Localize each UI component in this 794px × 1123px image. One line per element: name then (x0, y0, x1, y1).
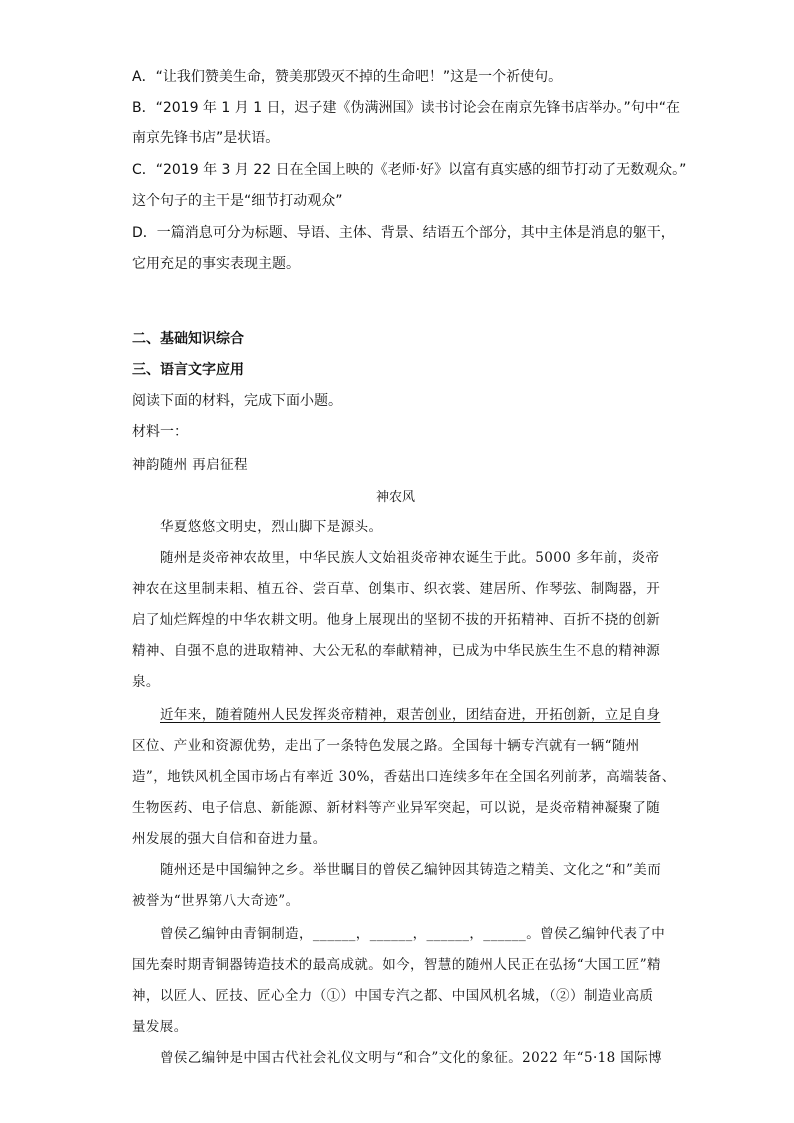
option-c-line-1: C．“2019 年 3 月 22 日在全国上映的《老师·好》以富有真实感的细节打动了无数观众。” (132, 162, 687, 178)
paragraph-5-line-3: 神，以匠人、匠技、匠心全力（①）中国专汽之都、中国风机名城，（②）制造业高质 (132, 988, 654, 1004)
article-source: 神韵随州 再启征程 (132, 457, 248, 473)
option-b-line-1: B．“2019 年 1 月 1 日，迟子建《伪满洲国》读书讨论会在南京先锋书店举办。”句中“在 (132, 100, 681, 116)
paragraph-2-line-4: 精神、自强不息的进取精神、大公无私的奉献精神，已成为中华民族生生不息的精神源 (132, 643, 661, 659)
option-b-line-2: 南京先锋书店”是状语。 (132, 130, 280, 146)
paragraph-4-line-1: 随州还是中国编钟之乡。举世瞩目的曾侯乙编钟因其铸造之精美、文化之“和”美而 (160, 862, 662, 878)
paragraph-2-line-3: 启了灿烂辉煌的中华农耕文明。他身上展现出的坚韧不拔的开拓精神、百折不挠的创新 (132, 612, 661, 628)
paragraph-3-line-2: 区位、产业和资源优势，走出了一条特色发展之路。全国每十辆专汽就有一辆“随州 (132, 738, 640, 754)
section-heading-3: 三、语言文字应用 (132, 362, 244, 378)
paragraph-6-line-1: 曾侯乙编钟是中国古代社会礼仪文明与“和合”文化的象征。2022 年“5·18 国际博 (160, 1050, 663, 1066)
paragraph-2-line-5: 泉。 (132, 674, 160, 690)
paragraph-1: 华夏悠悠文明史，烈山脚下是源头。 (160, 519, 383, 535)
paragraph-4-line-2: 被誉为“世界第八大奇迹”。 (132, 893, 300, 909)
instruction-text: 阅读下面的材料，完成下面小题。 (132, 393, 342, 409)
paragraph-5-line-4: 量发展。 (132, 1019, 188, 1035)
option-d-line-2: 它用充足的事实表现主题。 (132, 256, 300, 272)
paragraph-3-line-4: 生物医药、电子信息、新能源、新材料等产业异军突起，可以说，是炎帝精神凝聚了随 (132, 800, 661, 816)
paragraph-5-line-1: 曾侯乙编钟由青铜制造，______，______，______，______。曾侯乙编钟代表了中 (160, 926, 666, 942)
paragraph-3-line-5: 州发展的强大自信和奋进力量。 (132, 831, 327, 847)
section-heading-2: 二、基础知识综合 (132, 331, 244, 347)
paragraph-3-line-1-underlined: 近年来，随着随州人民发挥炎帝精神，艰苦创业，团结奋进，开拓创新，立足自身 (160, 707, 661, 723)
paragraph-3-line-3: 造”，地铁风机全国市场占有率近 30%，香菇出口连续多年在全国名列前茅，高端装备、 (132, 769, 676, 785)
option-c-line-2: 这个句子的主干是“细节打动观众” (132, 193, 343, 209)
paragraph-5-line-2: 国先秦时期青铜器铸造技术的最高成就。如今，智慧的随州人民正在弘扬“大国工匠”精 (132, 957, 661, 973)
paragraph-2-line-1: 随州是炎帝神农故里，中华民族人文始祖炎帝神农诞生于此。5000 多年前，炎帝 (160, 550, 660, 566)
article-title: 神农风 (376, 490, 416, 505)
option-a-line-1: A．“让我们赞美生命，赞美那毁灭不掉的生命吧！”这是一个祈使句。 (132, 69, 563, 85)
material-label: 材料一： (132, 424, 188, 440)
option-d-line-1: D．一篇消息可分为标题、导语、主体、背景、结语五个部分，其中主体是消息的躯干， (132, 225, 675, 241)
paragraph-2-line-2: 神农在这里制耒耜、植五谷、尝百草、创集市、织衣裳、建居所、作琴弦、制陶器，开 (132, 581, 661, 597)
